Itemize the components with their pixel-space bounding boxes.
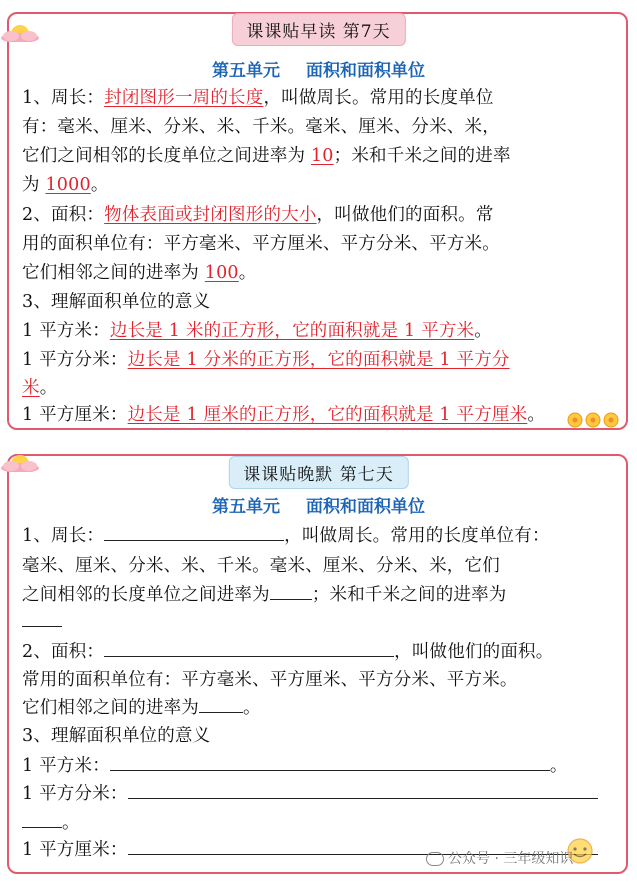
length-rate-blank[interactable] — [270, 583, 312, 600]
cloud-sun-icon — [0, 450, 40, 472]
watermark: 公众号 · 三年级知识 — [426, 848, 573, 868]
area-blank-line-1: 2、面积： ，叫做他们的面积。 — [22, 642, 554, 662]
answer-sq-meter: 边长是 1 米的正方形，它的面积就是 1 平方米 — [109, 321, 475, 341]
flowers-icon — [565, 409, 621, 431]
perimeter-blank-line-2: 毫米、厘米、分米、米、千米。毫米、厘米、分米、米，它们 — [22, 556, 500, 576]
sq-centimeter-line: 1 平方厘米：边长是 1 厘米的正方形，它的面积就是 1 平方厘米。 — [22, 405, 546, 425]
sq-decimeter-line: 1 平方分米：边长是 1 分米的正方形，它的面积就是 1 平方分 — [22, 350, 510, 370]
sq-decimeter-blank-line: 1 平方分米： — [22, 780, 598, 805]
area-rate-blank[interactable] — [199, 696, 243, 713]
sq-decimeter-line-2: 米。 — [22, 378, 58, 398]
perimeter-line-2: 有：毫米、厘米、分米、米、千米。毫米、厘米、分米、米， — [22, 117, 500, 137]
morning-tab-title: 课课贴早读 第7天 — [231, 13, 405, 46]
sq-meter-blank-line: 1 平方米： 。 — [22, 756, 568, 776]
perimeter-blank[interactable] — [104, 524, 284, 541]
sq-decimeter-blank[interactable] — [128, 782, 598, 799]
perimeter-line-4: 为 1000。 — [22, 175, 109, 195]
area-blank-line-3: 它们相邻之间的进率为 。 — [22, 698, 261, 718]
morning-unit-heading — [0, 56, 637, 81]
answer-sq-centimeter: 边长是 1 厘米的正方形，它的面积就是 1 平方厘米 — [127, 405, 528, 425]
answer-perimeter: 封闭图形一周的长度 — [104, 88, 264, 108]
area-line-3: 它们相邻之间的进率为 100。 — [22, 263, 257, 283]
evening-dictation-card — [7, 454, 628, 874]
sq-decimeter-blank-line-2: 。 — [22, 809, 80, 834]
meaning-heading-bottom: 3、理解面积单位的意义 — [22, 726, 211, 746]
answer-area: 物体表面或封闭图形的大小 — [104, 205, 317, 225]
area-blank-line-2: 常用的面积单位有：平方毫米、平方厘米、平方分米、平方米。 — [22, 670, 518, 690]
area-line-1: 2、面积：物体表面或封闭图形的大小，叫做他们的面积。常 — [22, 205, 494, 225]
answer-km-rate: 1000 — [45, 175, 91, 195]
topic-label: 面积和面积单位 — [306, 497, 425, 517]
perimeter-line-1: 1、周长：封闭图形一周的长度，叫做周长。常用的长度单位 — [22, 88, 494, 108]
sq-meter-line: 1 平方米：边长是 1 米的正方形，它的面积就是 1 平方米。 — [22, 321, 492, 341]
evening-tab-title: 课课贴晚默 第七天 — [228, 456, 408, 489]
topic-label: 面积和面积单位 — [306, 61, 425, 81]
area-blank[interactable] — [104, 640, 394, 657]
unit-label: 第五单元 — [212, 61, 280, 81]
answer-length-rate: 10 — [310, 146, 334, 166]
sq-decimeter-blank-2[interactable] — [22, 811, 62, 828]
answer-sq-decimeter: 边长是 1 分米的正方形，它的面积就是 1 平方分 — [127, 350, 510, 370]
perimeter-line-3: 它们之间相邻的长度单位之间进率为 10；米和千米之间的进率 — [22, 146, 511, 166]
sq-centimeter-blank-line: 1 平方厘米： — [22, 836, 598, 861]
answer-area-rate: 100 — [204, 263, 239, 283]
perimeter-blank-line-4 — [22, 610, 62, 632]
wechat-icon — [426, 852, 444, 866]
sq-meter-blank[interactable] — [110, 754, 550, 771]
unit-label: 第五单元 — [212, 497, 280, 517]
evening-unit-heading — [0, 492, 637, 517]
perimeter-blank-line-1: 1、周长： ，叫做周长。常用的长度单位有： — [22, 526, 550, 546]
perimeter-blank-line-3: 之间相邻的长度单位之间进率为 ；米和千米之间的进率为 — [22, 585, 507, 605]
cloud-sun-icon — [0, 20, 40, 42]
km-rate-blank[interactable] — [22, 610, 62, 627]
meaning-heading: 3、理解面积单位的意义 — [22, 292, 211, 312]
area-line-2: 用的面积单位有：平方毫米、平方厘米、平方分米、平方米。 — [22, 234, 500, 254]
